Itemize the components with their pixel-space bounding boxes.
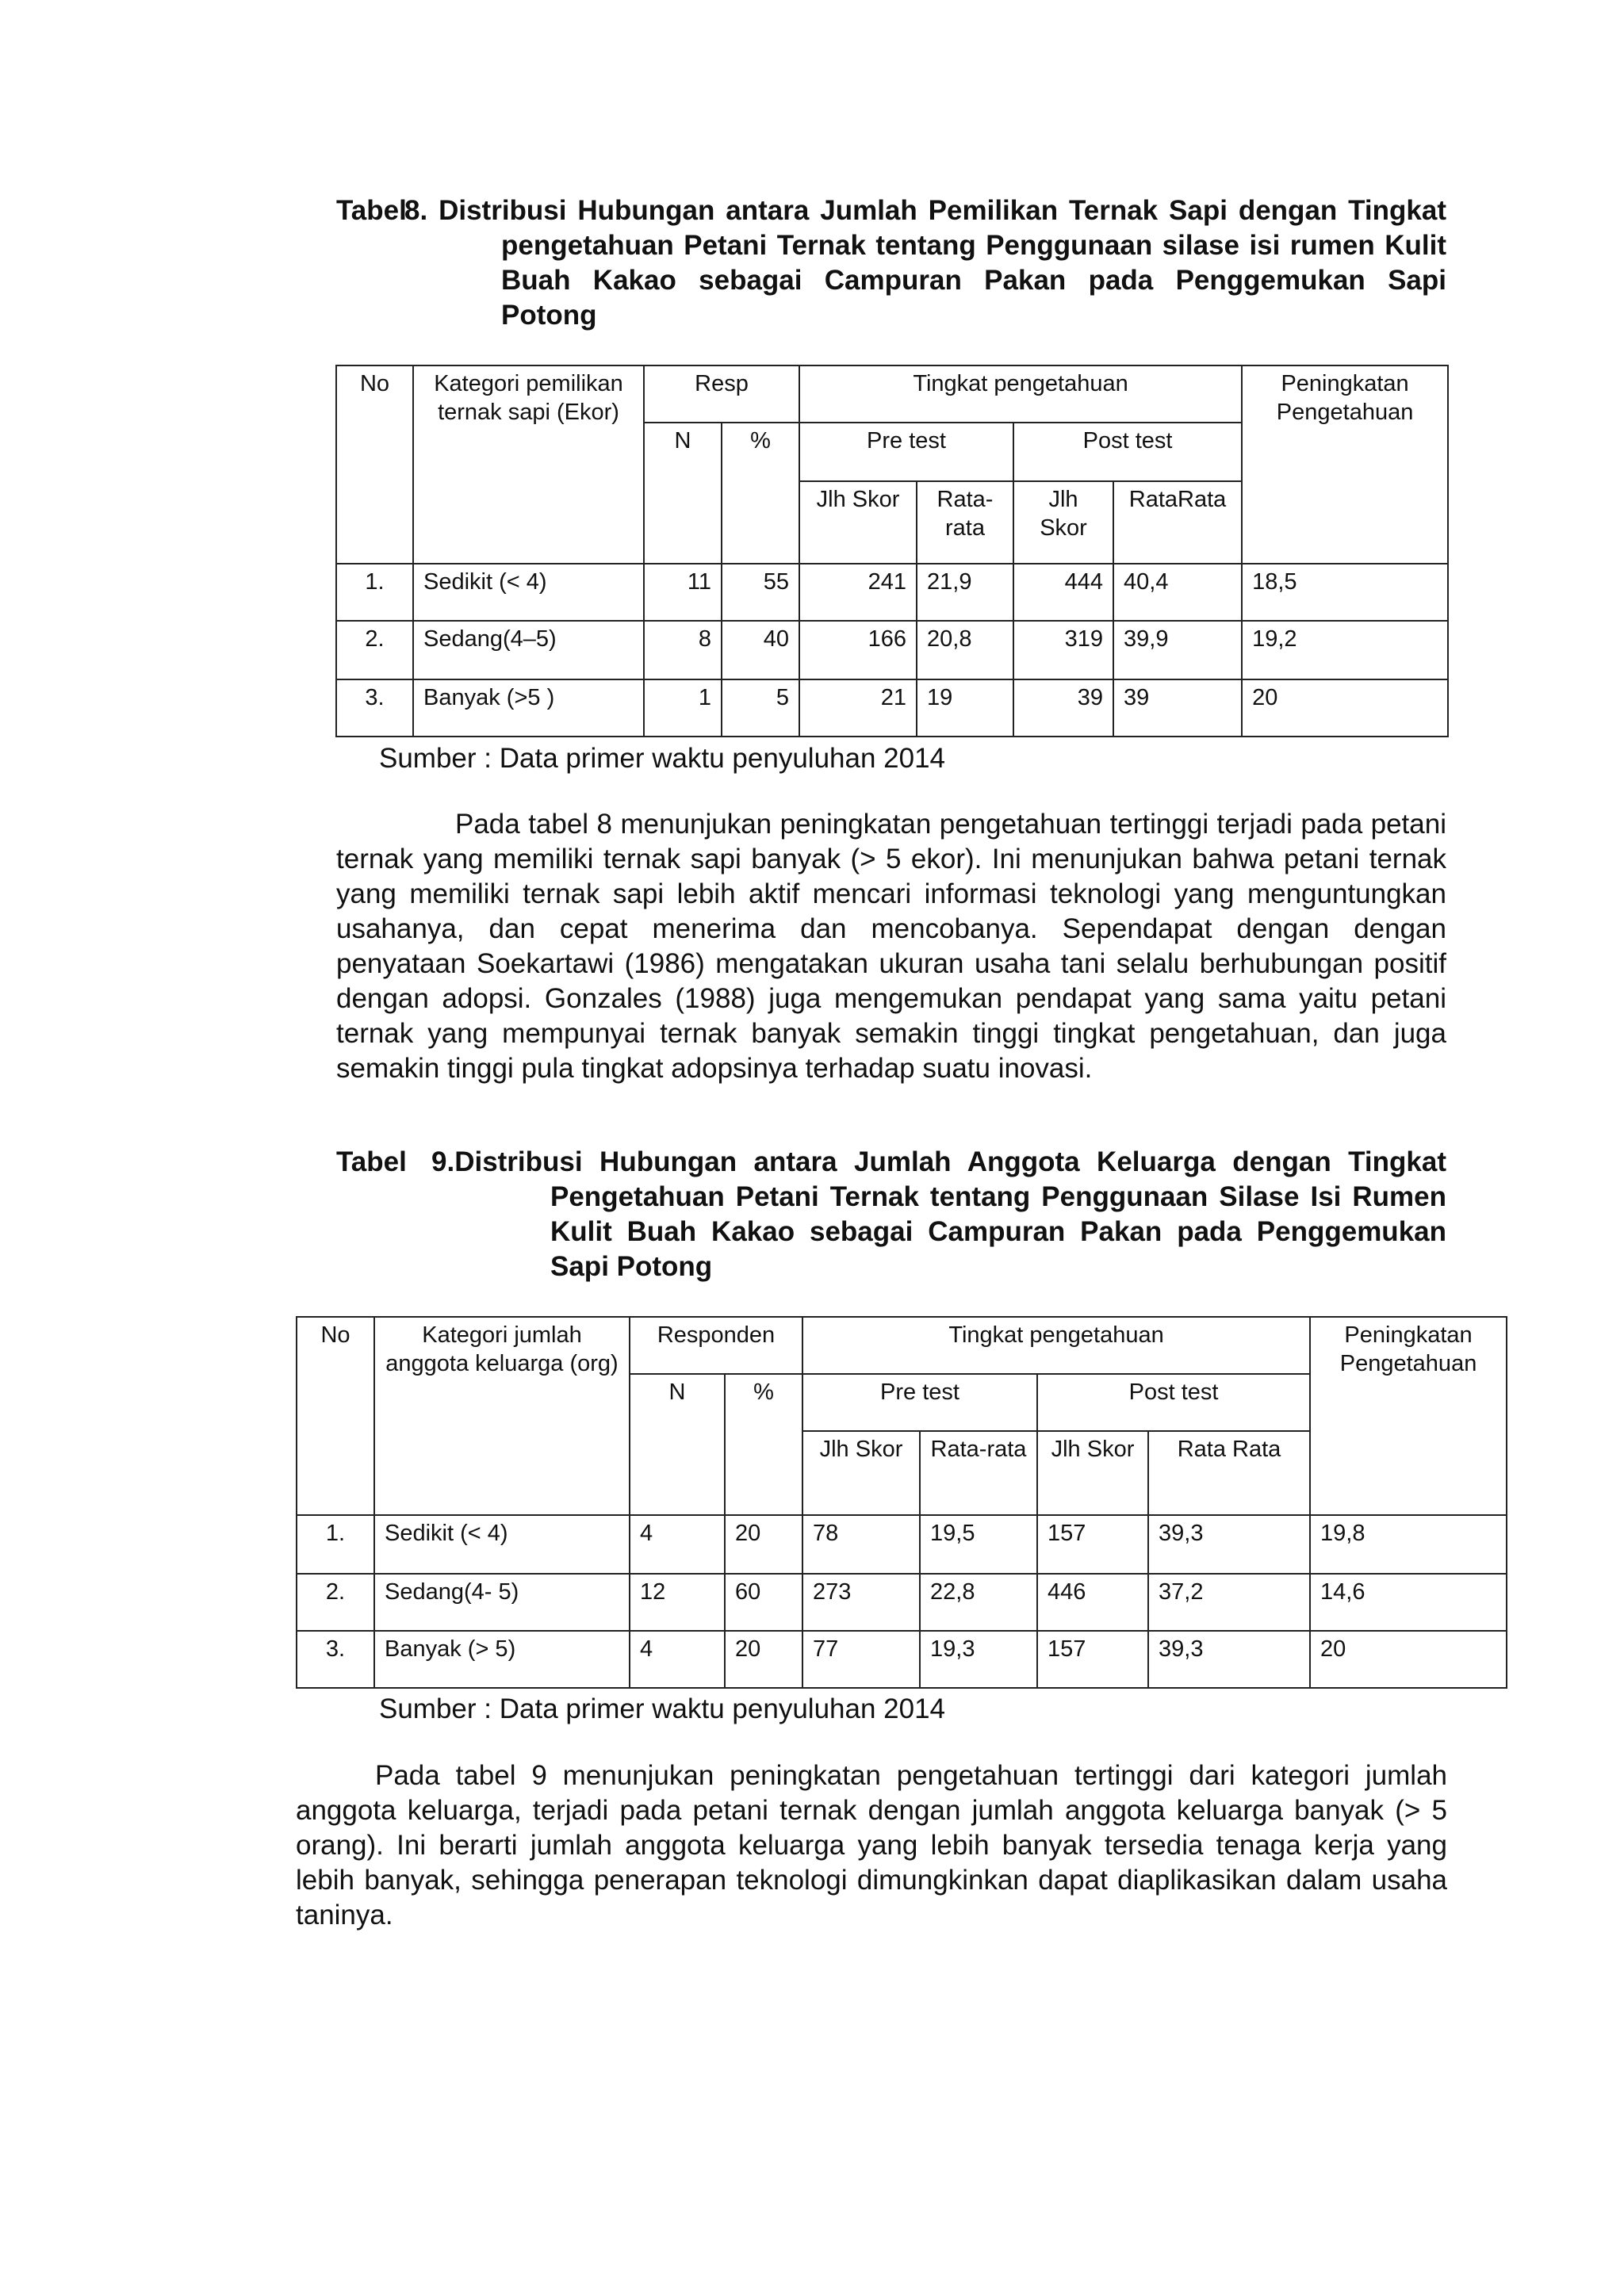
t9-header-resp: Responden [630, 1317, 802, 1374]
t8-header-no: No [336, 365, 413, 564]
table-row [297, 1631, 1507, 1688]
t8-cell-no: 2. [336, 621, 413, 679]
t8-cell-pct: 40 [722, 621, 799, 679]
t8-header-pretest: Pre test [799, 423, 1013, 481]
t8-cell-kategori: Sedang(4–5) [413, 621, 644, 679]
t8-cell-jlh-pre: 241 [799, 564, 917, 621]
t9-cell-jlh-pre: 78 [802, 1515, 920, 1574]
paragraph-2: Pada tabel 9 menunjukan peningkatan pengetahuan tertinggi dari kategori jumlah anggota keluarga, terjadi pada petani ternak dengan jumlah anggota keluarga banyak (> 5 orang). Ini berarti jumlah anggota keluarga yang lebih banyak tersedia tenaga kerja yang lebih banyak, sehingga penerapan teknologi dimungkinkan dapat diaplikasikan dalam usaha taninya. [296, 1760, 1447, 1931]
t9-cell-pct: 60 [725, 1574, 802, 1631]
table9-caption-text: 9.Distribusi Hubungan antara Jumlah Anggota Keluarga dengan Tingkat Pengetahuan Petani Ternak tentang Penggunaan Silase Isi Rumen Kulit Buah Kakao sebagai Campuran Pakan pada Penggemukan Sapi Potong [431, 1146, 1446, 1282]
t8-cell-rata-pre: 19 [917, 679, 1013, 737]
t8-header-rata-post: RataRata [1113, 481, 1242, 564]
t9-cell-peningkatan: 20 [1310, 1631, 1507, 1688]
t8-cell-jlh-post: 319 [1013, 621, 1113, 679]
t8-cell-rata-post: 39 [1113, 679, 1242, 737]
t8-cell-pct: 5 [722, 679, 799, 737]
t9-header-rata-post: Rata Rata [1148, 1431, 1310, 1515]
t9-cell-n: 4 [630, 1515, 725, 1574]
t8-cell-n: 8 [644, 621, 722, 679]
t9-header-pct: % [725, 1374, 802, 1515]
t8-cell-peningkatan: 18,5 [1242, 564, 1448, 621]
t8-cell-jlh-pre: 21 [799, 679, 917, 737]
t9-cell-peningkatan: 14,6 [1310, 1574, 1507, 1631]
t9-header-pretest: Pre test [802, 1374, 1037, 1431]
t8-cell-kategori: Sedikit (< 4) [413, 564, 644, 621]
t8-header-resp: Resp [644, 365, 799, 423]
table-row [297, 1574, 1507, 1631]
t9-cell-no: 2. [297, 1574, 374, 1631]
t8-cell-pct: 55 [722, 564, 799, 621]
t9-cell-n: 12 [630, 1574, 725, 1631]
t8-cell-n: 1 [644, 679, 722, 737]
t8-header-jlh-post: Jlh Skor [1013, 481, 1113, 564]
t8-cell-rata-pre: 21,9 [917, 564, 1013, 621]
t8-cell-peningkatan: 19,2 [1242, 621, 1448, 679]
table8-caption-text: 8. Distribusi Hubungan antara Jumlah Pemilikan Ternak Sapi dengan Tingkat pengetahuan Petani Ternak tentang Penggunaan silase isi rumen Kulit Buah Kakao sebagai Campuran Pakan pada Penggemukan Sapi Potong [404, 195, 1446, 331]
t9-header-jlh-post: Jlh Skor [1037, 1431, 1148, 1515]
table9-caption [336, 1145, 1446, 1284]
t9-cell-pct: 20 [725, 1631, 802, 1688]
table8-caption [336, 193, 1446, 333]
t9-cell-jlh-post: 446 [1037, 1574, 1148, 1631]
table8 [335, 365, 1449, 737]
t8-cell-rata-post: 39,9 [1113, 621, 1242, 679]
t9-cell-pct: 20 [725, 1515, 802, 1574]
t9-header-peningkatan: Peningkatan Pengetahuan [1310, 1317, 1507, 1515]
t9-cell-jlh-post: 157 [1037, 1515, 1148, 1574]
table-row [336, 679, 1448, 737]
t9-cell-rata-post: 39,3 [1148, 1515, 1310, 1574]
t8-header-tingkat: Tingkat pengetahuan [799, 365, 1242, 423]
t8-header-rata-pre: Rata-rata [917, 481, 1013, 564]
t8-cell-n: 11 [644, 564, 722, 621]
t9-header-n: N [630, 1374, 725, 1515]
t8-header-posttest: Post test [1013, 423, 1242, 481]
t9-cell-jlh-pre: 77 [802, 1631, 920, 1688]
t8-cell-kategori: Banyak (>5 ) [413, 679, 644, 737]
table-row [336, 621, 1448, 679]
t9-header-jlh-pre: Jlh Skor [802, 1431, 920, 1515]
paragraph-1: Pada tabel 8 menunjukan peningkatan pengetahuan tertinggi terjadi pada petani ternak yang memiliki ternak sapi banyak (> 5 ekor). Ini menunjukan bahwa petani ternak yang memiliki ternak sapi lebih aktif mencari informasi teknologi yang menguntungkan usahanya, dan cepat menerima dan mencobanya. Sependapat dengan dengan penyataan Soekartawi (1986) mengatakan ukuran usaha tani selalu berhubungan positif dengan adopsi. Gonzales (1988) juga mengemukan pendapat yang sama yaitu petani ternak yang mempunyai ternak banyak semakin tinggi tingkat pengetahuan, dan juga semakin tinggi pula tingkat adopsinya terhadap suatu inovasi. [336, 809, 1446, 1084]
t8-cell-jlh-pre: 166 [799, 621, 917, 679]
t8-header-pct: % [722, 423, 799, 564]
t8-cell-rata-pre: 20,8 [917, 621, 1013, 679]
table9-caption-label: Tabel [336, 1146, 407, 1177]
t8-cell-no: 1. [336, 564, 413, 621]
t9-header-no: No [297, 1317, 374, 1515]
t8-cell-no: 3. [336, 679, 413, 737]
table8-source: Sumber : Data primer waktu penyuluhan 2014 [379, 743, 946, 774]
t9-header-tingkat: Tingkat pengetahuan [802, 1317, 1310, 1374]
t8-cell-jlh-post: 39 [1013, 679, 1113, 737]
t9-cell-jlh-pre: 273 [802, 1574, 920, 1631]
t9-cell-no: 1. [297, 1515, 374, 1574]
table8-caption-label: Tabel [336, 195, 407, 226]
table9-source: Sumber : Data primer waktu penyuluhan 2014 [379, 1693, 946, 1724]
t9-header-rata-pre: Rata-rata [920, 1431, 1037, 1515]
t8-header-peningkatan: Peningkatan Pengetahuan [1242, 365, 1448, 564]
t8-cell-jlh-post: 444 [1013, 564, 1113, 621]
t8-cell-peningkatan: 20 [1242, 679, 1448, 737]
table9 [296, 1316, 1507, 1689]
t8-header-jlh-pre: Jlh Skor [799, 481, 917, 564]
t9-cell-jlh-post: 157 [1037, 1631, 1148, 1688]
t9-cell-n: 4 [630, 1631, 725, 1688]
t9-cell-peningkatan: 19,8 [1310, 1515, 1507, 1574]
t8-header-kategori: Kategori pemilikan ternak sapi (Ekor) [413, 365, 644, 564]
t9-cell-rata-pre: 19,3 [920, 1631, 1037, 1688]
t8-header-n: N [644, 423, 722, 564]
table-row [297, 1515, 1507, 1574]
t9-cell-no: 3. [297, 1631, 374, 1688]
t8-cell-rata-post: 40,4 [1113, 564, 1242, 621]
t9-cell-kategori: Sedang(4- 5) [374, 1574, 630, 1631]
t9-cell-rata-post: 37,2 [1148, 1574, 1310, 1631]
t9-header-posttest: Post test [1037, 1374, 1310, 1431]
t9-cell-rata-post: 39,3 [1148, 1631, 1310, 1688]
t9-header-kategori: Kategori jumlah anggota keluarga (org) [374, 1317, 630, 1515]
t9-cell-rata-pre: 22,8 [920, 1574, 1037, 1631]
t9-cell-kategori: Sedikit (< 4) [374, 1515, 630, 1574]
t9-cell-kategori: Banyak (> 5) [374, 1631, 630, 1688]
table-row [336, 564, 1448, 621]
t9-cell-rata-pre: 19,5 [920, 1515, 1037, 1574]
